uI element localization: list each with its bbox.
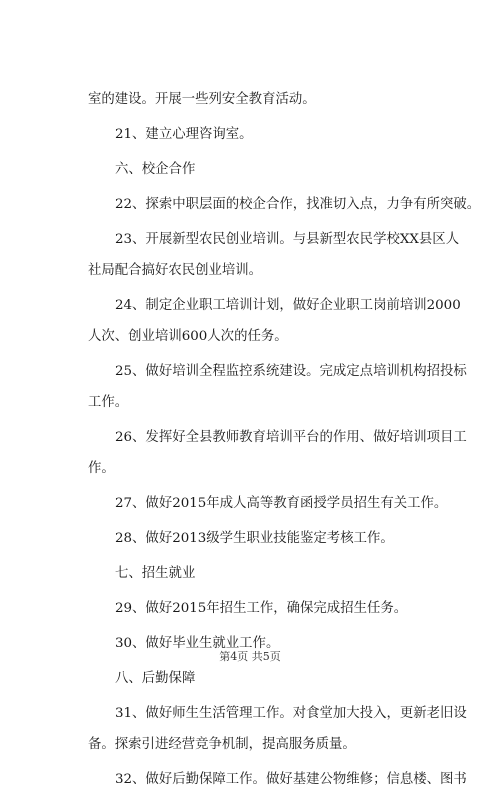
list-item-22: 22、探索中职层面的校企合作，找准切入点，力争有所突破。 xyxy=(115,197,481,212)
list-item-23-cont: 社局配合搞好农民创业培训。 xyxy=(88,263,263,278)
list-item-30: 30、做好毕业生就业工作。 xyxy=(115,636,280,651)
section-heading-6: 六、校企合作 xyxy=(115,162,196,177)
list-item-25: 25、做好培训全程监控系统建设。完成定点培训机构招投标 xyxy=(115,364,467,379)
list-item-26-cont: 作。 xyxy=(88,461,115,476)
list-item-27: 27、做好2015年成人高等教育函授学员招生有关工作。 xyxy=(115,496,448,511)
list-item-32: 32、做好后勤保障工作。做好基建公物维修；信息楼、图书 xyxy=(115,772,467,787)
list-item-24-cont: 人次、创业培训600人次的任务。 xyxy=(88,329,288,344)
section-heading-7: 七、招生就业 xyxy=(115,566,196,581)
list-item-31: 31、做好师生生活管理工作。对食堂加大投入，更新老旧设 xyxy=(115,706,467,721)
document-body xyxy=(88,91,481,789)
page-footer: 第4页 共5页 xyxy=(219,650,281,663)
section-heading-8: 八、后勤保障 xyxy=(115,671,196,686)
list-item-24: 24、制定企业职工培训计划，做好企业职工岗前培训2000 xyxy=(115,298,461,313)
list-item-25-cont: 工作。 xyxy=(88,395,129,410)
list-item-26: 26、发挥好全县教师教育培训平台的作用、做好培训项目工 xyxy=(115,430,467,445)
list-item-28: 28、做好2013级学生职业技能鉴定考核工作。 xyxy=(115,531,394,546)
text-line: 室的建设。开展一些列安全教育活动。 xyxy=(88,92,316,107)
list-item-29: 29、做好2015年招生工作，确保完成招生任务。 xyxy=(115,601,408,616)
list-item-31-cont: 备。探索引进经营竞争机制，提高服务质量。 xyxy=(88,737,356,752)
list-item-21: 21、建立心理咨询室。 xyxy=(115,127,253,142)
list-item-23: 23、开展新型农民创业培训。与县新型农民学校XX县区人 xyxy=(115,232,460,247)
